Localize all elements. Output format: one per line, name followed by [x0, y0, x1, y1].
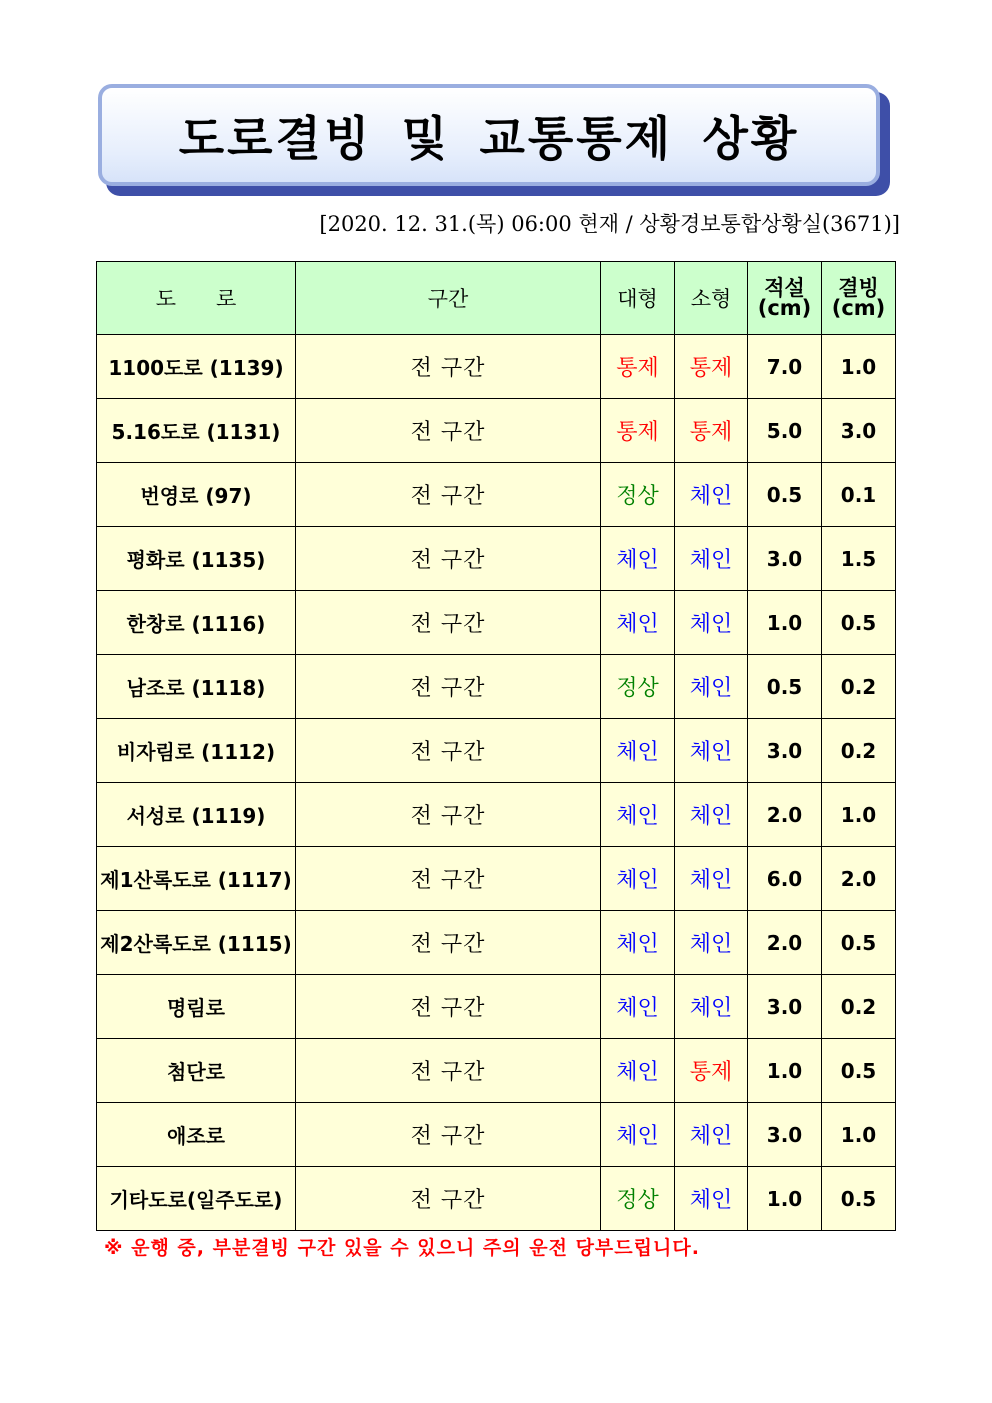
snow-depth-cell: 2.0	[748, 783, 822, 847]
road-name-cell: 5.16도로 (1131)	[97, 399, 296, 463]
snow-depth-cell: 1.0	[748, 1039, 822, 1103]
section-cell: 전 구간	[296, 1167, 601, 1231]
section-cell: 전 구간	[296, 911, 601, 975]
snow-depth-cell: 2.0	[748, 911, 822, 975]
section-cell: 전 구간	[296, 783, 601, 847]
section-cell: 전 구간	[296, 527, 601, 591]
ice-depth-cell: 0.1	[822, 463, 896, 527]
ice-depth-cell: 0.2	[822, 975, 896, 1039]
section-cell: 전 구간	[296, 399, 601, 463]
table-row	[97, 335, 896, 399]
page-title: 도로결빙 및 교통통제 상황	[178, 111, 800, 167]
snow-depth-cell: 3.0	[748, 1103, 822, 1167]
road-name-cell: 번영로 (97)	[97, 463, 296, 527]
ice-depth-cell: 2.0	[822, 847, 896, 911]
ice-depth-cell: 1.0	[822, 1103, 896, 1167]
ice-depth-cell: 0.5	[822, 1039, 896, 1103]
header-snow-label: 적설	[764, 276, 805, 300]
table-row	[97, 911, 896, 975]
header-ice-depth	[822, 262, 896, 335]
large-vehicle-status-cell: 체인	[601, 975, 675, 1039]
small-vehicle-status-cell: 체인	[675, 975, 748, 1039]
section-cell: 전 구간	[296, 719, 601, 783]
road-name-cell: 제2산록도로 (1115)	[97, 911, 296, 975]
snow-depth-cell: 0.5	[748, 655, 822, 719]
large-vehicle-status-cell: 정상	[601, 463, 675, 527]
section-cell: 전 구간	[296, 591, 601, 655]
header-section: 구간	[296, 262, 601, 335]
table-row	[97, 1167, 896, 1231]
snow-depth-cell: 7.0	[748, 335, 822, 399]
table-row	[97, 399, 896, 463]
large-vehicle-status-cell: 통제	[601, 335, 675, 399]
snow-depth-cell: 6.0	[748, 847, 822, 911]
section-cell: 전 구간	[296, 463, 601, 527]
snow-depth-cell: 0.5	[748, 463, 822, 527]
large-vehicle-status-cell: 체인	[601, 847, 675, 911]
table-row	[97, 975, 896, 1039]
small-vehicle-status-cell: 통제	[675, 335, 748, 399]
small-vehicle-status-cell: 체인	[675, 655, 748, 719]
table-header-row	[97, 262, 896, 335]
road-name-cell: 1100도로 (1139)	[97, 335, 296, 399]
small-vehicle-status-cell: 체인	[675, 719, 748, 783]
large-vehicle-status-cell: 통제	[601, 399, 675, 463]
large-vehicle-status-cell: 정상	[601, 1167, 675, 1231]
table-row	[97, 591, 896, 655]
header-snow-unit: (cm)	[757, 296, 812, 320]
large-vehicle-status-cell: 체인	[601, 719, 675, 783]
road-name-cell: 서성로 (1119)	[97, 783, 296, 847]
road-status-table	[96, 261, 896, 1231]
ice-depth-cell: 3.0	[822, 399, 896, 463]
table-row	[97, 1103, 896, 1167]
header-road: 도 로	[97, 262, 296, 335]
ice-depth-cell: 1.0	[822, 335, 896, 399]
table-row	[97, 719, 896, 783]
section-cell: 전 구간	[296, 335, 601, 399]
section-cell: 전 구간	[296, 847, 601, 911]
small-vehicle-status-cell: 체인	[675, 1167, 748, 1231]
snow-depth-cell: 1.0	[748, 1167, 822, 1231]
ice-depth-cell: 0.5	[822, 591, 896, 655]
snow-depth-cell: 3.0	[748, 975, 822, 1039]
large-vehicle-status-cell: 체인	[601, 911, 675, 975]
caution-note: ※ 운행 중, 부분결빙 구간 있을 수 있으니 주의 운전 당부드립니다.	[104, 1237, 700, 1259]
small-vehicle-status-cell: 체인	[675, 783, 748, 847]
small-vehicle-status-cell: 체인	[675, 463, 748, 527]
road-name-cell: 제1산록도로 (1117)	[97, 847, 296, 911]
report-timestamp: [2020. 12. 31.(목) 06:00 현재 / 상황경보통합상황실(3671)]	[319, 212, 900, 236]
road-name-cell: 한창로 (1116)	[97, 591, 296, 655]
section-cell: 전 구간	[296, 655, 601, 719]
snow-depth-cell: 3.0	[748, 719, 822, 783]
header-small-vehicle: 소형	[675, 262, 748, 335]
road-name-cell: 명림로	[97, 975, 296, 1039]
ice-depth-cell: 1.0	[822, 783, 896, 847]
table-row	[97, 1039, 896, 1103]
header-ice-label: 결빙	[838, 276, 879, 300]
large-vehicle-status-cell: 정상	[601, 655, 675, 719]
header-ice-unit: (cm)	[831, 296, 886, 320]
table-row	[97, 463, 896, 527]
small-vehicle-status-cell: 체인	[675, 591, 748, 655]
ice-depth-cell: 1.5	[822, 527, 896, 591]
large-vehicle-status-cell: 체인	[601, 783, 675, 847]
large-vehicle-status-cell: 체인	[601, 527, 675, 591]
small-vehicle-status-cell: 체인	[675, 911, 748, 975]
title-box	[98, 84, 880, 186]
table-row	[97, 847, 896, 911]
road-name-cell: 기타도로(일주도로)	[97, 1167, 296, 1231]
small-vehicle-status-cell: 통제	[675, 1039, 748, 1103]
small-vehicle-status-cell: 체인	[675, 1103, 748, 1167]
header-snow-depth	[748, 262, 822, 335]
large-vehicle-status-cell: 체인	[601, 591, 675, 655]
ice-depth-cell: 0.5	[822, 1167, 896, 1231]
road-name-cell: 평화로 (1135)	[97, 527, 296, 591]
snow-depth-cell: 1.0	[748, 591, 822, 655]
road-name-cell: 애조로	[97, 1103, 296, 1167]
large-vehicle-status-cell: 체인	[601, 1103, 675, 1167]
table-row	[97, 655, 896, 719]
snow-depth-cell: 5.0	[748, 399, 822, 463]
small-vehicle-status-cell: 체인	[675, 527, 748, 591]
ice-depth-cell: 0.2	[822, 719, 896, 783]
snow-depth-cell: 3.0	[748, 527, 822, 591]
header-large-vehicle: 대형	[601, 262, 675, 335]
section-cell: 전 구간	[296, 1039, 601, 1103]
section-cell: 전 구간	[296, 975, 601, 1039]
ice-depth-cell: 0.2	[822, 655, 896, 719]
road-name-cell: 비자림로 (1112)	[97, 719, 296, 783]
title-banner	[98, 84, 888, 194]
large-vehicle-status-cell: 체인	[601, 1039, 675, 1103]
road-name-cell: 남조로 (1118)	[97, 655, 296, 719]
section-cell: 전 구간	[296, 1103, 601, 1167]
table-row	[97, 527, 896, 591]
ice-depth-cell: 0.5	[822, 911, 896, 975]
small-vehicle-status-cell: 체인	[675, 847, 748, 911]
small-vehicle-status-cell: 통제	[675, 399, 748, 463]
table-row	[97, 783, 896, 847]
road-name-cell: 첨단로	[97, 1039, 296, 1103]
